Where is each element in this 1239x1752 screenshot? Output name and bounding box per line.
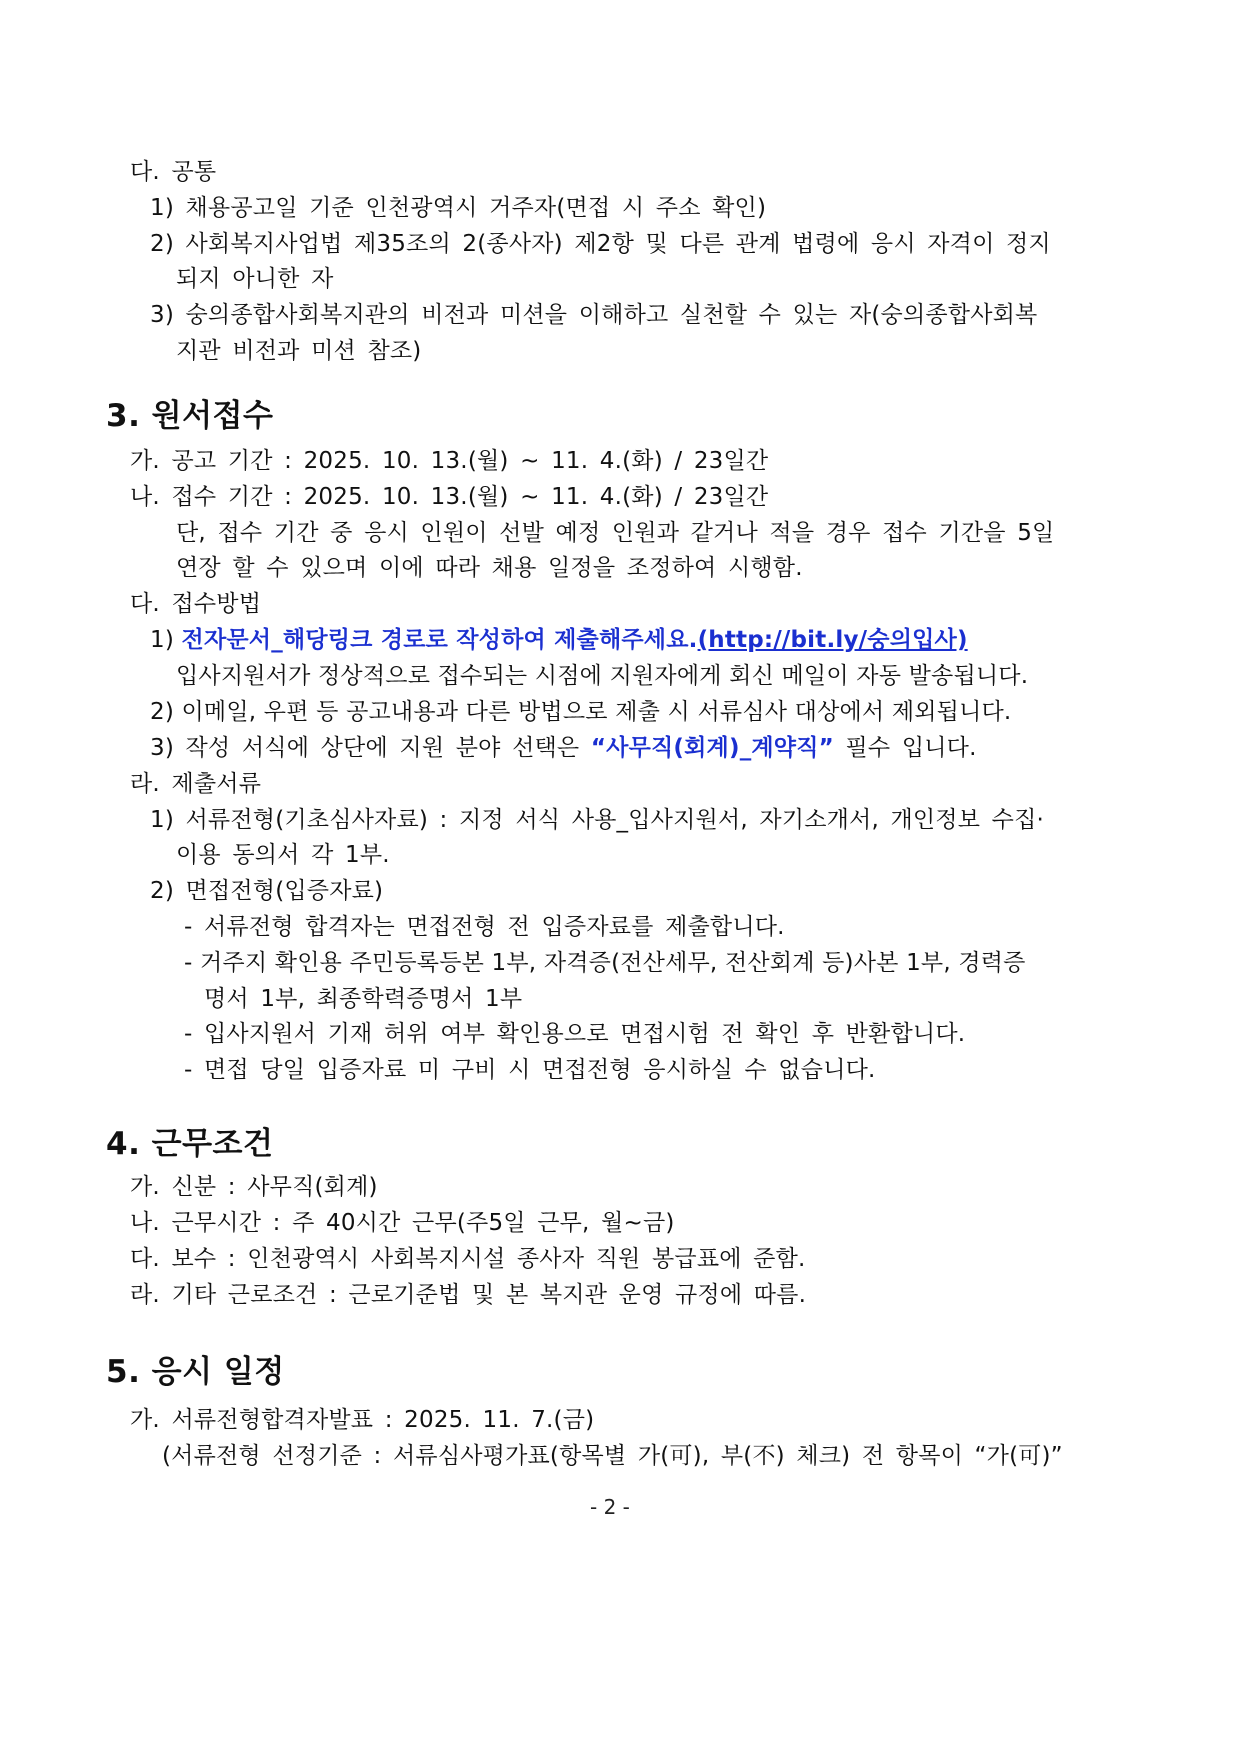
application-note-line-2: 연장 할 수 있으며 이에 따라 채용 일정을 조정하여 시행함. [176, 555, 803, 581]
application-note-line-1: 단, 접수 기간 중 응시 인원이 선발 예정 인원과 같거나 적을 경우 접수 기간을 5일 [176, 520, 1055, 546]
common-item-3-line-1: 3) 숭의종합사회복지관의 비전과 미션을 이해하고 실천할 수 있는 자(숭의종합사회복 [150, 302, 1038, 328]
section-5-heading: 5. 응시 일정 [106, 1354, 285, 1390]
method-2: 2) 이메일, 우편 등 공고내용과 다른 방법으로 제출 시 서류심사 대상에서 제외됩니다. [150, 699, 1012, 725]
documents-2-bullet-1: - 서류전형 합격자는 면접전형 전 입증자료를 제출합니다. [184, 914, 785, 940]
page-number: - 2 - [590, 1495, 630, 1519]
application-method-title: 다. 접수방법 [130, 591, 262, 617]
notice-period: 가. 공고 기간 : 2025. 10. 13.(월) ~ 11. 4.(화) / 23일간 [130, 448, 769, 474]
documents-2-bullet-2-line-1: - 거주지 확인용 주민등록등본 1부, 자격증(전산세무, 전산회계 등)사본 1부, 경력증 [184, 950, 1026, 976]
common-item-1: 1) 채용공고일 기준 인천광역시 거주자(면접 시 주소 확인) [150, 195, 767, 221]
method-1-line [150, 624, 968, 656]
documents-1-line-1: 1) 서류전형(기초심사자료) : 지정 서식 사용_입사지원서, 자기소개서, 개인정보 수집· [150, 807, 1044, 833]
common-item-3-line-2: 지관 비전과 미션 참조) [176, 338, 422, 364]
work-other-conditions: 라. 기타 근로조건 : 근로기준법 및 본 복지관 운영 규정에 따름. [130, 1282, 807, 1308]
documents-2-title: 2) 면접전형(입증자료) [150, 878, 384, 904]
method-1-instruction: 전자문서_해당링크 경로로 작성하여 제출해주세요. [181, 627, 698, 653]
work-hours: 나. 근무시간 : 주 40시간 근무(주5일 근무, 월~금) [130, 1210, 675, 1236]
work-pay: 다. 보수 : 인천광역시 사회복지시설 종사자 직원 봉급표에 준함. [130, 1246, 806, 1272]
method-3-line [150, 732, 977, 764]
common-item-2-line-1: 2) 사회복지사업법 제35조의 2(종사자) 제2항 및 다른 관계 법령에 응시 자격이 정지 [150, 231, 1051, 257]
document-screening-announcement: 가. 서류전형합격자발표 : 2025. 11. 7.(금) [130, 1407, 595, 1433]
method-1-note: 입사지원서가 정상적으로 접수되는 시점에 지원자에게 회신 메일이 자동 발송됩니다. [176, 663, 1029, 689]
common-item-2-line-2: 되지 아니한 자 [176, 266, 334, 292]
documents-2-bullet-4: - 면접 당일 입증자료 미 구비 시 면접전형 응시하실 수 없습니다. [184, 1057, 876, 1083]
application-link[interactable]: (http://bit.ly/숭의입사) [697, 627, 968, 653]
documents-2-bullet-3: - 입사지원서 기재 허위 여부 확인용으로 면접시험 전 확인 후 반환합니다. [184, 1021, 966, 1047]
application-period: 나. 접수 기간 : 2025. 10. 13.(월) ~ 11. 4.(화) / 23일간 [130, 484, 769, 510]
screening-criteria-note: (서류전형 선정기준 : 서류심사평가표(항목별 가(可), 부(不) 체크) 전 항목이 “가(可)” [162, 1443, 1063, 1469]
section-3-heading: 3. 원서접수 [106, 398, 274, 434]
section-c-title: 다. 공통 [130, 159, 217, 185]
work-status: 가. 신분 : 사무직(회계) [130, 1174, 378, 1200]
documents-title: 라. 제출서류 [130, 771, 262, 797]
documents-1-line-2: 이용 동의서 각 1부. [176, 842, 390, 868]
method-1-number: 1) [150, 627, 175, 653]
method-3-text-before: 3) 작성 서식에 상단에 지원 분야 선택은 [150, 735, 580, 761]
method-3-highlight: “사무직(회계)_계약직” [590, 735, 834, 761]
method-3-text-after: 필수 입니다. [845, 735, 977, 761]
section-4-heading: 4. 근무조건 [106, 1126, 274, 1162]
documents-2-bullet-2-line-2: 명서 1부, 최종학력증명서 1부 [204, 986, 523, 1012]
